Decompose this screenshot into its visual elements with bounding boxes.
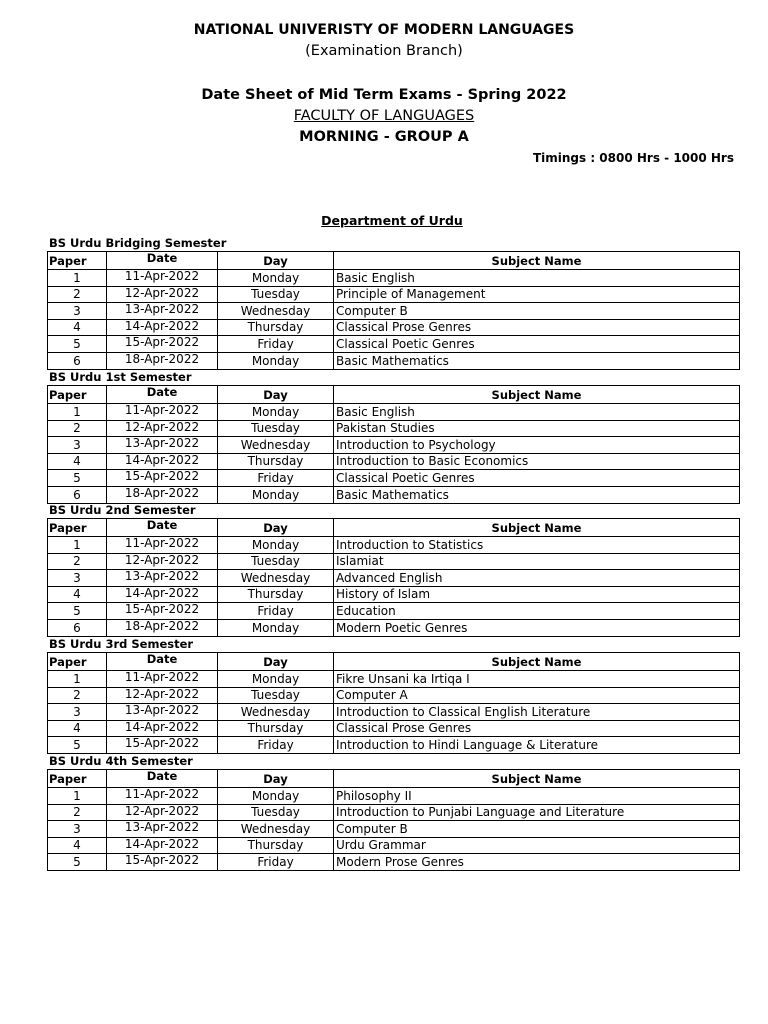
semester-title: BS Urdu 1st Semester bbox=[49, 370, 192, 384]
subject-name-cell: Introduction to Punjabi Language and Literature bbox=[334, 804, 740, 821]
subject-name-cell: Classical Prose Genres bbox=[334, 319, 740, 336]
exam-day-cell: Monday bbox=[218, 270, 334, 287]
column-header-date: Date bbox=[107, 519, 218, 537]
table-row bbox=[48, 453, 740, 470]
paper-number-cell: 4 bbox=[48, 453, 107, 470]
table-header-row bbox=[48, 653, 740, 671]
paper-number-cell: 5 bbox=[48, 854, 107, 871]
table-header-row bbox=[48, 252, 740, 270]
paper-number-cell: 3 bbox=[48, 570, 107, 587]
column-header-paper: Paper bbox=[48, 519, 107, 537]
exam-day-cell: Monday bbox=[218, 671, 334, 688]
exam-day-cell: Tuesday bbox=[218, 420, 334, 437]
exam-day-cell: Monday bbox=[218, 486, 334, 503]
column-header-day: Day bbox=[218, 252, 334, 270]
exam-day-cell: Wednesday bbox=[218, 570, 334, 587]
paper-number-cell: 5 bbox=[48, 470, 107, 487]
exam-date-cell: 13-Apr-2022 bbox=[107, 437, 218, 454]
column-header-paper: Paper bbox=[48, 770, 107, 788]
paper-number-cell: 6 bbox=[48, 486, 107, 503]
table-row bbox=[48, 821, 740, 838]
university-name: NATIONAL UNIVERISTY OF MODERN LANGUAGES bbox=[193, 22, 575, 38]
column-header-paper: Paper bbox=[48, 653, 107, 671]
exam-day-cell: Tuesday bbox=[218, 687, 334, 704]
subject-name-cell: History of Islam bbox=[334, 586, 740, 603]
table-row bbox=[48, 352, 740, 369]
semester-title: BS Urdu 2nd Semester bbox=[49, 503, 196, 517]
subject-name-cell: Introduction to Psychology bbox=[334, 437, 740, 454]
semester-section bbox=[47, 636, 739, 754]
column-header-subject: Subject Name bbox=[334, 252, 740, 270]
exam-date-cell: 13-Apr-2022 bbox=[107, 821, 218, 838]
exam-date-cell: 15-Apr-2022 bbox=[107, 737, 218, 754]
branch-name: (Examination Branch) bbox=[305, 43, 463, 59]
exam-date-cell: 11-Apr-2022 bbox=[107, 788, 218, 805]
group-name: MORNING - GROUP A bbox=[299, 129, 469, 145]
paper-number-cell: 3 bbox=[48, 437, 107, 454]
paper-number-cell: 2 bbox=[48, 553, 107, 570]
paper-number-cell: 2 bbox=[48, 286, 107, 303]
column-header-date: Date bbox=[107, 386, 218, 404]
exam-schedule-table bbox=[47, 251, 740, 370]
table-row bbox=[48, 854, 740, 871]
exam-date-cell: 12-Apr-2022 bbox=[107, 420, 218, 437]
semester-title: BS Urdu 4th Semester bbox=[49, 754, 193, 768]
column-header-date: Date bbox=[107, 252, 218, 270]
exam-date-cell: 14-Apr-2022 bbox=[107, 453, 218, 470]
table-row bbox=[48, 270, 740, 287]
exam-day-cell: Thursday bbox=[218, 319, 334, 336]
exam-date-cell: 14-Apr-2022 bbox=[107, 837, 218, 854]
exam-day-cell: Monday bbox=[218, 537, 334, 554]
exam-date-cell: 15-Apr-2022 bbox=[107, 603, 218, 620]
paper-number-cell: 3 bbox=[48, 303, 107, 320]
paper-number-cell: 4 bbox=[48, 319, 107, 336]
table-row bbox=[48, 704, 740, 721]
paper-number-cell: 4 bbox=[48, 837, 107, 854]
table-row bbox=[48, 586, 740, 603]
paper-number-cell: 5 bbox=[48, 737, 107, 754]
column-header-day: Day bbox=[218, 519, 334, 537]
subject-name-cell: Principle of Management bbox=[334, 286, 740, 303]
exam-day-cell: Wednesday bbox=[218, 303, 334, 320]
subject-name-cell: Basic English bbox=[334, 270, 740, 287]
table-row bbox=[48, 837, 740, 854]
table-header-row bbox=[48, 770, 740, 788]
exam-day-cell: Monday bbox=[218, 352, 334, 369]
subject-name-cell: Modern Prose Genres bbox=[334, 854, 740, 871]
column-header-day: Day bbox=[218, 653, 334, 671]
exam-date-cell: 18-Apr-2022 bbox=[107, 619, 218, 636]
table-row bbox=[48, 687, 740, 704]
subject-name-cell: Urdu Grammar bbox=[334, 837, 740, 854]
paper-number-cell: 4 bbox=[48, 720, 107, 737]
paper-number-cell: 3 bbox=[48, 821, 107, 838]
exam-date-cell: 12-Apr-2022 bbox=[107, 687, 218, 704]
table-row bbox=[48, 570, 740, 587]
subject-name-cell: Computer B bbox=[334, 821, 740, 838]
exam-day-cell: Tuesday bbox=[218, 553, 334, 570]
table-row bbox=[48, 788, 740, 805]
semester-title: BS Urdu 3rd Semester bbox=[49, 637, 194, 651]
table-row bbox=[48, 404, 740, 421]
paper-number-cell: 1 bbox=[48, 404, 107, 421]
paper-number-cell: 1 bbox=[48, 537, 107, 554]
column-header-subject: Subject Name bbox=[334, 386, 740, 404]
exam-date-cell: 14-Apr-2022 bbox=[107, 319, 218, 336]
exam-date-cell: 11-Apr-2022 bbox=[107, 404, 218, 421]
paper-number-cell: 5 bbox=[48, 603, 107, 620]
exam-day-cell: Friday bbox=[218, 336, 334, 353]
subject-name-cell: Basic Mathematics bbox=[334, 352, 740, 369]
exam-day-cell: Friday bbox=[218, 603, 334, 620]
table-row bbox=[48, 671, 740, 688]
exam-date-cell: 13-Apr-2022 bbox=[107, 570, 218, 587]
subject-name-cell: Basic English bbox=[334, 404, 740, 421]
subject-name-cell: Introduction to Statistics bbox=[334, 537, 740, 554]
exam-day-cell: Thursday bbox=[218, 720, 334, 737]
subject-name-cell: Pakistan Studies bbox=[334, 420, 740, 437]
exam-date-cell: 12-Apr-2022 bbox=[107, 804, 218, 821]
table-row bbox=[48, 603, 740, 620]
semester-section bbox=[47, 502, 739, 637]
department-title: Department of Urdu bbox=[321, 213, 463, 228]
datesheet-title: Date Sheet of Mid Term Exams - Spring 2022 bbox=[201, 87, 567, 103]
table-row bbox=[48, 420, 740, 437]
table-row bbox=[48, 303, 740, 320]
subject-name-cell: Classical Prose Genres bbox=[334, 720, 740, 737]
paper-number-cell: 6 bbox=[48, 352, 107, 369]
exam-day-cell: Thursday bbox=[218, 586, 334, 603]
subject-name-cell: Classical Poetic Genres bbox=[334, 336, 740, 353]
subject-name-cell: Classical Poetic Genres bbox=[334, 470, 740, 487]
column-header-date: Date bbox=[107, 770, 218, 788]
table-row bbox=[48, 470, 740, 487]
paper-number-cell: 2 bbox=[48, 420, 107, 437]
paper-number-cell: 3 bbox=[48, 704, 107, 721]
exam-day-cell: Tuesday bbox=[218, 804, 334, 821]
paper-number-cell: 6 bbox=[48, 619, 107, 636]
subject-name-cell: Advanced English bbox=[334, 570, 740, 587]
paper-number-cell: 2 bbox=[48, 804, 107, 821]
paper-number-cell: 5 bbox=[48, 336, 107, 353]
column-header-subject: Subject Name bbox=[334, 519, 740, 537]
exam-date-cell: 13-Apr-2022 bbox=[107, 704, 218, 721]
table-row bbox=[48, 537, 740, 554]
exam-day-cell: Wednesday bbox=[218, 704, 334, 721]
subject-name-cell: Islamiat bbox=[334, 553, 740, 570]
exam-day-cell: Friday bbox=[218, 854, 334, 871]
column-header-paper: Paper bbox=[48, 386, 107, 404]
column-header-paper: Paper bbox=[48, 252, 107, 270]
exam-date-cell: 18-Apr-2022 bbox=[107, 486, 218, 503]
paper-number-cell: 1 bbox=[48, 788, 107, 805]
exam-day-cell: Thursday bbox=[218, 453, 334, 470]
paper-number-cell: 1 bbox=[48, 270, 107, 287]
paper-number-cell: 2 bbox=[48, 687, 107, 704]
exam-day-cell: Friday bbox=[218, 737, 334, 754]
exam-day-cell: Monday bbox=[218, 788, 334, 805]
semester-section bbox=[47, 753, 739, 871]
column-header-day: Day bbox=[218, 386, 334, 404]
exam-date-cell: 15-Apr-2022 bbox=[107, 854, 218, 871]
exam-schedule-table bbox=[47, 652, 740, 754]
subject-name-cell: Introduction to Basic Economics bbox=[334, 453, 740, 470]
subject-name-cell: Introduction to Hindi Language & Literature bbox=[334, 737, 740, 754]
exam-date-cell: 11-Apr-2022 bbox=[107, 671, 218, 688]
subject-name-cell: Modern Poetic Genres bbox=[334, 619, 740, 636]
table-row bbox=[48, 737, 740, 754]
subject-name-cell: Education bbox=[334, 603, 740, 620]
paper-number-cell: 1 bbox=[48, 671, 107, 688]
table-row bbox=[48, 286, 740, 303]
column-header-subject: Subject Name bbox=[334, 770, 740, 788]
exam-day-cell: Wednesday bbox=[218, 437, 334, 454]
semester-section bbox=[47, 235, 739, 370]
exam-date-cell: 11-Apr-2022 bbox=[107, 537, 218, 554]
exam-day-cell: Monday bbox=[218, 619, 334, 636]
faculty-name: FACULTY OF LANGUAGES bbox=[293, 108, 475, 124]
exam-date-cell: 12-Apr-2022 bbox=[107, 553, 218, 570]
paper-number-cell: 4 bbox=[48, 586, 107, 603]
exam-date-cell: 14-Apr-2022 bbox=[107, 720, 218, 737]
exam-date-cell: 14-Apr-2022 bbox=[107, 586, 218, 603]
subject-name-cell: Fikre Unsani ka Irtiqa I bbox=[334, 671, 740, 688]
semester-section bbox=[47, 369, 739, 504]
subject-name-cell: Philosophy II bbox=[334, 788, 740, 805]
subject-name-cell: Basic Mathematics bbox=[334, 486, 740, 503]
exam-schedule-table bbox=[47, 518, 740, 637]
subject-name-cell: Computer A bbox=[334, 687, 740, 704]
exam-date-cell: 15-Apr-2022 bbox=[107, 336, 218, 353]
exam-schedule-table bbox=[47, 769, 740, 871]
table-row bbox=[48, 804, 740, 821]
table-header-row bbox=[48, 519, 740, 537]
subject-name-cell: Introduction to Classical English Literature bbox=[334, 704, 740, 721]
column-header-date: Date bbox=[107, 653, 218, 671]
exam-date-cell: 15-Apr-2022 bbox=[107, 470, 218, 487]
exam-day-cell: Friday bbox=[218, 470, 334, 487]
column-header-day: Day bbox=[218, 770, 334, 788]
table-row bbox=[48, 619, 740, 636]
exam-day-cell: Monday bbox=[218, 404, 334, 421]
exam-schedule-table bbox=[47, 385, 740, 504]
exam-date-cell: 11-Apr-2022 bbox=[107, 270, 218, 287]
exam-day-cell: Wednesday bbox=[218, 821, 334, 838]
exam-date-cell: 18-Apr-2022 bbox=[107, 352, 218, 369]
table-header-row bbox=[48, 386, 740, 404]
exam-date-cell: 13-Apr-2022 bbox=[107, 303, 218, 320]
table-row bbox=[48, 319, 740, 336]
subject-name-cell: Computer B bbox=[334, 303, 740, 320]
exam-date-cell: 12-Apr-2022 bbox=[107, 286, 218, 303]
exam-day-cell: Tuesday bbox=[218, 286, 334, 303]
table-row bbox=[48, 486, 740, 503]
exam-day-cell: Thursday bbox=[218, 837, 334, 854]
column-header-subject: Subject Name bbox=[334, 653, 740, 671]
semester-title: BS Urdu Bridging Semester bbox=[49, 236, 227, 250]
timings-text: Timings : 0800 Hrs - 1000 Hrs bbox=[532, 151, 734, 165]
table-row bbox=[48, 336, 740, 353]
table-row bbox=[48, 437, 740, 454]
table-row bbox=[48, 553, 740, 570]
table-row bbox=[48, 720, 740, 737]
